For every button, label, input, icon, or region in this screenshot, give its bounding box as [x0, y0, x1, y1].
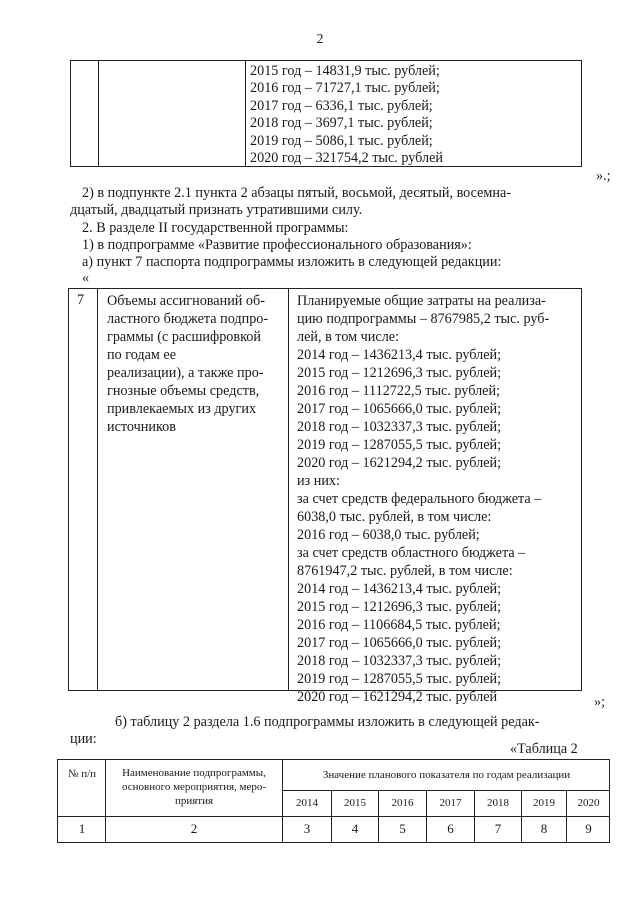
value-line: 2017 год – 1065666,0 тыс. рублей; [297, 635, 502, 651]
header-name [106, 766, 282, 808]
year-header: 2018 [487, 797, 509, 809]
item-name-line: гнозные объемы средств, [107, 383, 260, 399]
item-name-line: Объемы ассигнований об- [107, 293, 265, 309]
value-line: 6038,0 тыс. рублей, в том числе: [297, 509, 492, 525]
page-number: 2 [316, 32, 324, 47]
column-number: 6 [447, 821, 454, 836]
funding-line: 2018 год – 3697,1 тыс. рублей; [250, 115, 433, 132]
year-header: 2019 [533, 797, 555, 809]
item-name-line: источников [107, 419, 176, 435]
closing-quote: »; [594, 694, 606, 710]
value-line: 2016 год – 1112722,5 тыс. рублей; [297, 383, 500, 399]
item-name-line: реализации), а также про- [107, 365, 264, 381]
item-name-line: привлекаемых из других [107, 401, 257, 417]
value-line: 2020 год – 1621294,2 тыс. рублей [297, 689, 498, 705]
value-line: 2015 год – 1212696,3 тыс. рублей; [297, 599, 502, 615]
header-name-line: Наименование подпрограммы, [122, 767, 266, 779]
paragraph-line: 2) в подпункте 2.1 пункта 2 абзацы пятый, восьмой, десятый, восемна- [82, 185, 511, 201]
paragraph-line: 1) в подпрограмме «Развитие профессионального образования»: [82, 237, 472, 253]
column-number: 5 [399, 821, 406, 836]
funding-line: 2016 год – 71727,1 тыс. рублей; [250, 80, 440, 97]
funding-line: 2017 год – 6336,1 тыс. рублей; [250, 97, 433, 114]
item-name-line: граммы (с расшифровкой [107, 329, 261, 345]
value-line: Планируемые общие затраты на реализа- [297, 293, 546, 309]
indicator-table-header [57, 759, 610, 843]
value-line: за счет средств областного бюджета – [297, 545, 526, 561]
year-header: 2020 [577, 797, 600, 809]
value-line: 2017 год – 1065666,0 тыс. рублей; [297, 401, 502, 417]
year-header: 2015 [344, 797, 366, 809]
year-header: 2016 [391, 797, 414, 809]
value-line: 2019 год – 1287055,5 тыс. рублей; [297, 671, 502, 687]
paragraph-line: ции: [70, 731, 97, 747]
item-name-line: ластного бюджета подпро- [107, 311, 269, 327]
header-values: Значение планового показателя по годам реализации [322, 769, 571, 781]
column-number: 2 [190, 821, 198, 836]
column-number: 4 [351, 821, 359, 836]
closing-quote: ».; [596, 168, 611, 184]
row-number: 7 [77, 292, 85, 308]
value-line: 2020 год – 1621294,2 тыс. рублей; [297, 455, 502, 471]
paragraph-line: дцатый, двадцатый признать утратившими силу. [70, 202, 363, 218]
paragraph-line: б) таблицу 2 раздела 1.6 подпрограммы изложить в следующей редак- [115, 714, 540, 730]
opening-quote: « [82, 270, 90, 286]
value-line: 2019 год – 1287055,5 тыс. рублей; [297, 437, 502, 453]
table-caption: «Таблица 2 [510, 741, 578, 757]
value-line: 2015 год – 1212696,3 тыс. рублей; [297, 365, 502, 381]
header-name-line: основного мероприятия, меро- [121, 781, 267, 793]
value-line: 2014 год – 1436213,4 тыс. рублей; [297, 347, 502, 363]
funding-line: 2020 год – 321754,2 тыс. рублей [250, 150, 443, 167]
subprogram-passport-table [68, 288, 582, 705]
paragraph-line: а) пункт 7 паспорта подпрограммы изложить в следующей редакции: [82, 254, 502, 270]
funding-line: 2019 год – 5086,1 тыс. рублей; [250, 132, 433, 149]
value-line: 2014 год – 1436213,4 тыс. рублей; [297, 581, 502, 597]
funding-years-cell [250, 63, 443, 167]
passport-item-value [297, 292, 549, 706]
value-line: 8761947,2 тыс. рублей, в том числе: [297, 563, 513, 579]
value-line: из них: [297, 473, 340, 489]
value-line: 2016 год – 1106684,5 тыс. рублей; [297, 617, 501, 633]
item-name-line: по годам ее [107, 347, 177, 363]
column-number: 3 [303, 821, 311, 836]
column-number: 9 [585, 821, 592, 836]
funding-line: 2015 год – 14831,9 тыс. рублей; [250, 63, 440, 79]
value-line: за счет средств федерального бюджета – [297, 491, 542, 507]
table-divider [58, 816, 609, 817]
column-number: 1 [78, 821, 86, 836]
funding-table-continuation [70, 60, 582, 167]
column-number: 7 [494, 821, 502, 836]
header-name-line: приятия [174, 795, 214, 807]
value-line: лей, в том числе: [297, 329, 400, 345]
table-divider [98, 61, 99, 166]
table-divider [97, 289, 98, 690]
column-number: 8 [540, 821, 548, 836]
header-number: № п/п [67, 768, 97, 780]
table-divider [245, 61, 246, 166]
year-header: 2017 [439, 797, 462, 809]
table-divider [282, 790, 609, 791]
value-line: 2018 год – 1032337,3 тыс. рублей; [297, 653, 502, 669]
value-line: цию подпрограммы – 8767985,2 тыс. руб- [297, 311, 550, 327]
value-line: 2018 год – 1032337,3 тыс. рублей; [297, 419, 502, 435]
year-header: 2014 [296, 797, 318, 809]
passport-item-name [107, 292, 283, 436]
value-line: 2016 год – 6038,0 тыс. рублей; [297, 527, 480, 543]
table-divider [288, 289, 289, 690]
paragraph-line: 2. В разделе II государственной программы: [82, 220, 349, 236]
